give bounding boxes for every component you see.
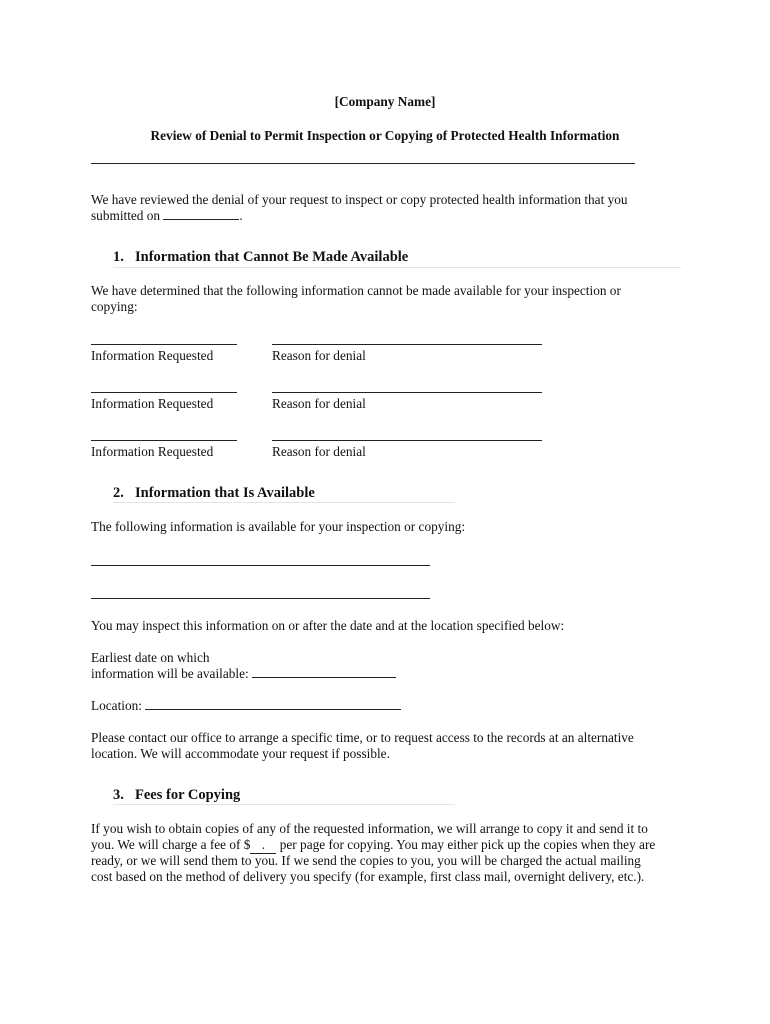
earliest-date-line-1: Earliest date on which xyxy=(91,650,210,665)
section-3-number: 3. xyxy=(113,787,124,803)
contact-line-2: location. We will accommodate your request if possible. xyxy=(91,746,390,761)
section-2-number: 2. xyxy=(113,485,124,501)
section-3-rule xyxy=(113,804,455,805)
earliest-date-line-2 xyxy=(91,666,396,682)
section-3-heading xyxy=(113,786,240,804)
info-requested-label-1: Information Requested xyxy=(91,348,214,363)
intro-line-2 xyxy=(91,208,243,224)
section-1-number: 1. xyxy=(113,249,124,265)
intro-line-1: We have reviewed the denial of your request to inspect or copy protected health information that you xyxy=(91,192,628,207)
fee-prefix: you. We will charge a fee of $ xyxy=(91,837,251,852)
info-requested-blank-1[interactable] xyxy=(91,344,237,345)
title-divider xyxy=(91,163,635,164)
section-2-heading xyxy=(113,484,315,502)
info-requested-label-2: Information Requested xyxy=(91,396,214,411)
section-2-rule xyxy=(113,502,455,503)
submitted-date-blank[interactable] xyxy=(163,208,239,220)
fees-line-3: ready, or we will send them to you. If we send the copies to you, you will be charged the actual mailing xyxy=(91,853,641,868)
intro-period: . xyxy=(239,208,243,223)
document-title: Review of Denial to Permit Inspection or Copying of Protected Health Information xyxy=(150,128,620,143)
info-requested-blank-2[interactable] xyxy=(91,392,237,393)
available-info-blank-1[interactable] xyxy=(91,565,430,566)
fees-line-2 xyxy=(91,837,655,854)
section-3-title: Fees for Copying xyxy=(135,787,241,803)
location-line xyxy=(91,698,401,714)
location-label: Location: xyxy=(91,698,142,713)
section-1-heading xyxy=(113,248,408,266)
available-info-blank-2[interactable] xyxy=(91,598,430,599)
reason-blank-2[interactable] xyxy=(272,392,542,393)
fee-amount-blank[interactable]: . xyxy=(250,837,276,854)
section-2-para: The following information is available for your inspection or copying: xyxy=(91,519,466,534)
location-blank[interactable] xyxy=(145,698,401,710)
reason-blank-1[interactable] xyxy=(272,344,542,345)
info-requested-label-3: Information Requested xyxy=(91,444,214,459)
section-1-para-line-2: copying: xyxy=(91,299,138,314)
reason-label-1: Reason for denial xyxy=(272,348,366,363)
fee-suffix: per page for copying. You may either pick up the copies when they are xyxy=(276,837,656,852)
earliest-date-blank[interactable] xyxy=(252,666,396,678)
section-1-rule xyxy=(113,267,681,268)
reason-blank-3[interactable] xyxy=(272,440,542,441)
inspect-para: You may inspect this information on or after the date and at the location specified below: xyxy=(91,618,565,633)
section-1-title: Information that Cannot Be Made Available xyxy=(135,249,409,265)
section-1-para-line-1: We have determined that the following information cannot be made available for your inspection or xyxy=(91,283,621,298)
earliest-date-label: information will be available: xyxy=(91,666,249,681)
company-name: [Company Name] xyxy=(334,94,436,109)
section-2-title: Information that Is Available xyxy=(135,485,315,501)
reason-label-2: Reason for denial xyxy=(272,396,366,411)
fees-line-1: If you wish to obtain copies of any of the requested information, we will arrange to copy it and send it to xyxy=(91,821,648,836)
reason-label-3: Reason for denial xyxy=(272,444,366,459)
info-requested-blank-3[interactable] xyxy=(91,440,237,441)
intro-submitted-label: submitted on xyxy=(91,208,161,223)
fees-line-4: cost based on the method of delivery you specify (for example, first class mail, overnight delivery, etc.). xyxy=(91,869,645,884)
contact-line-1: Please contact our office to arrange a specific time, or to request access to the records at an alternative xyxy=(91,730,634,745)
